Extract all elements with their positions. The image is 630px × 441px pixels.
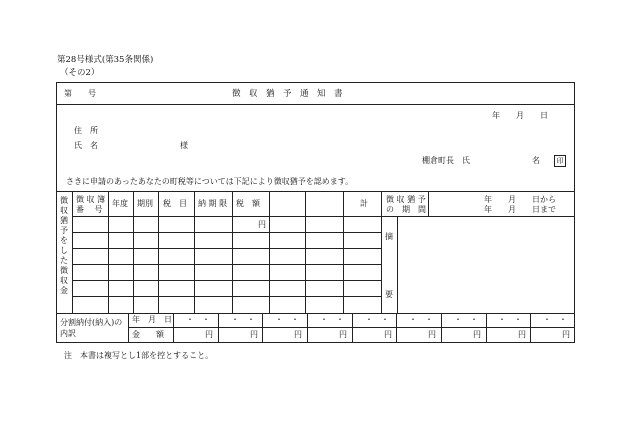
issuer-name-label: 名 [532,156,540,165]
installment-yen-8: 円 [518,330,526,339]
installment-label: 分割納付(納入)の [60,318,123,327]
installment-date-9: ・ ・ [543,315,567,324]
installment-date-8: ・ ・ [498,315,522,324]
yen-unit: 円 [258,220,266,229]
intro-text: さきに申請のあったあなたの町税等については下記により徴収猶予を認めます。 [66,177,354,186]
seal-mark: 印 [554,155,566,167]
footnote: 注 本書は複写とし1部を控とすること。 [64,351,214,360]
installment-label-2: 内訳 [60,329,76,338]
total-header: 計 [360,199,368,208]
ledger-number-header-2: 番 号 [76,205,103,214]
installment-date-3: ・ ・ [275,315,299,324]
installment-yen-6: 円 [428,330,436,339]
address-label: 住 所 [74,126,98,135]
installment-amount-label: 金 額 [132,330,164,339]
document-number-label: 第 号 [64,89,96,98]
installment-yen-3: 円 [294,330,302,339]
name-label: 氏 名 [74,141,98,150]
fiscal-year-header: 年度 [112,199,128,208]
grace-period-to: 年 月 日まで [484,205,556,214]
tax-amount-header: 税 額 [236,199,260,208]
installment-date-label: 年 月 日 [132,315,172,324]
grace-period-label-2: の 期 間 [386,205,426,214]
installment-yen-9: 円 [562,330,570,339]
installment-yen-5: 円 [384,330,392,339]
installment-yen-2: 円 [250,330,258,339]
period-header: 期別 [137,199,153,208]
remarks-label-top: 摘 [385,232,393,241]
issuer-title: 棚倉町長 氏 [422,156,470,165]
collected-money-vertical-header: 徴 収 猶 予 を し た 徴 収 金 [60,196,68,295]
due-date-header: 納 期 限 [198,199,228,208]
installment-date-1: ・ ・ [186,315,210,324]
issue-date: 年 月 日 [492,111,548,120]
installment-yen-1: 円 [205,330,213,339]
form-sub: （その2） [60,68,100,78]
installment-date-2: ・ ・ [231,315,255,324]
installment-date-7: ・ ・ [454,315,478,324]
installment-yen-7: 円 [473,330,481,339]
remarks-label-bottom: 要 [385,290,393,299]
installment-date-4: ・ ・ [320,315,344,324]
form-number: 第28号様式(第35条関係) [57,55,154,65]
document-title: 徴 収 猶 予 通 知 書 [232,89,343,99]
grace-period-label: 徴 収 猶 予 [386,195,426,204]
ledger-number-header: 徴 収 簿 [76,195,106,204]
grace-period-from: 年 月 日から [484,195,556,204]
installment-date-6: ・ ・ [409,315,433,324]
installment-date-5: ・ ・ [365,315,389,324]
honorific-sama: 様 [180,141,188,150]
installment-yen-4: 円 [339,330,347,339]
tax-item-header: 税 目 [163,199,187,208]
